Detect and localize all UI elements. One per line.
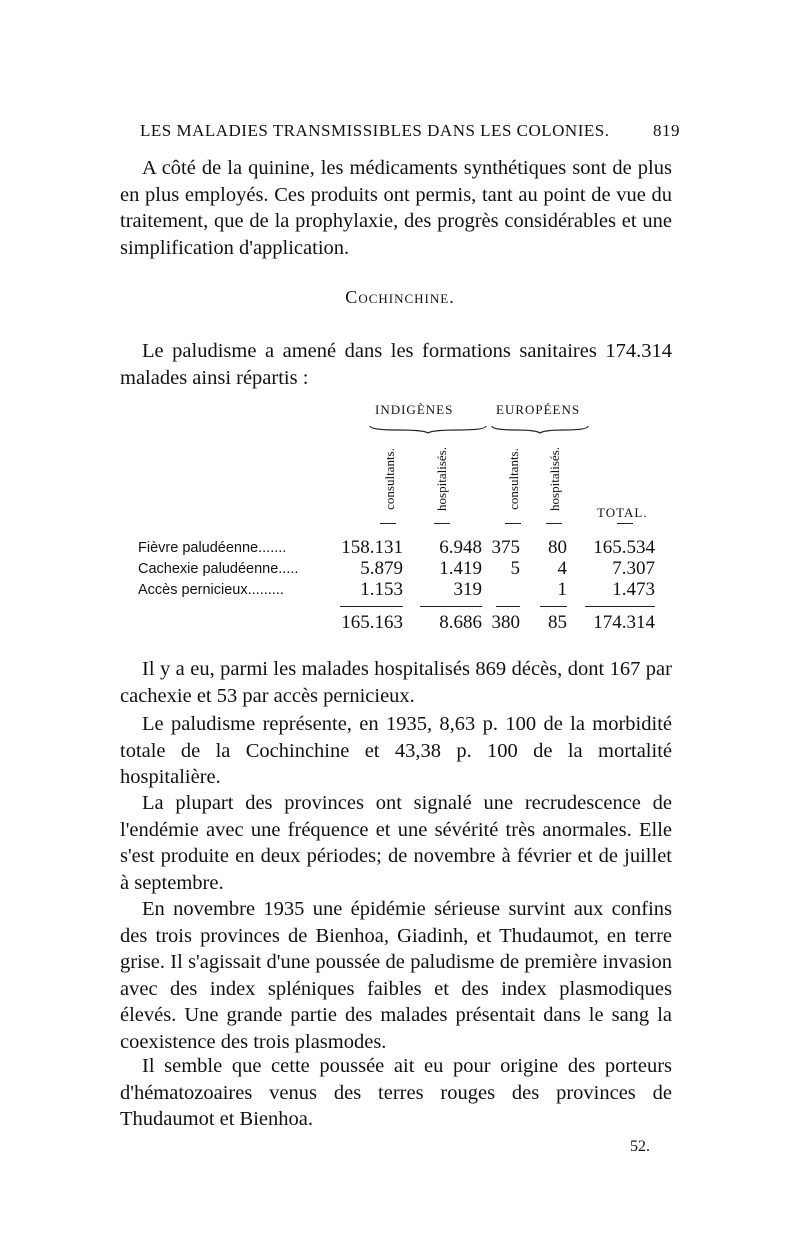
table-cell: 165.534 [593,537,655,558]
paragraph-epidemic: En novembre 1935 une épidémie sérieuse survint aux confins des trois provinces de Bienhoa, Giadinh, et Thudaumot, en terre grise. Il s'agissait d'une poussée de paludisme de première invasion avec des index spléniques faibles et des index plasmodiques élevés. Une grande partie des malades présentait dans le sang la coexistence des trois plasmodes. [120,898,672,1053]
table-cell: 1.419 [439,558,482,579]
paragraph-intro-table: Le paludisme a amené dans les formations sanitaires 174.314 malades ainsi répartis : [120,340,672,389]
section-title-rest: ochinchine. [358,287,455,307]
table-cell: 5 [510,558,520,579]
running-title: LES MALADIES TRANSMISSIBLES DANS LES COLONIES. [140,121,610,140]
section-title-initial: C [345,287,359,307]
total-cell: 174.314 [593,612,655,633]
row-label: Cachexie paludéenne..... [138,561,299,577]
total-rule [585,606,655,607]
column-header-consultants-indigenes: consultants. [382,448,397,510]
column-header-hospitalises-indigenes: hospitalisés. [434,447,449,511]
total-rule [496,606,520,607]
header-dash [546,523,562,524]
paragraph-deaths: Il y a eu, parmi les malades hospitalisés 869 décès, dont 167 par cachexie et 53 par accès pernicieux. [120,658,672,707]
running-header [140,121,680,141]
column-header-consultants-europeens: consultants. [506,448,521,510]
table-cell: 1 [557,579,567,600]
total-cell: 85 [548,612,567,633]
total-rule [540,606,567,607]
group-header-indigenes: INDIGÈNES [375,402,454,417]
table-cell: 7.307 [612,558,655,579]
folio: 52. [630,1138,650,1155]
total-cell: 8.686 [439,612,482,633]
column-header-hospitalises-europeens: hospitalisés. [547,447,562,511]
paragraph-morbidity: Le paludisme représente, en 1935, 8,63 p. 100 de la morbidité totale de la Cochinchine et 43,38 p. 100 de la mortalité hospitalière. [120,713,672,788]
table-cell: 4 [557,558,567,579]
row-label: Fièvre paludéenne....... [138,540,287,556]
table-cell: 80 [548,537,567,558]
paragraph-provinces: La plupart des provinces ont signalé une recrudescence de l'endémie avec une fréquence et une sévérité très anormales. Elle s'est produite en deux périodes; de novembre à février et de juillet à septembre. [120,792,672,894]
table-cell: 6.948 [439,537,482,558]
section-title [0,287,800,308]
total-cell: 380 [491,612,520,633]
total-cell: 165.163 [341,612,403,633]
page-number: 819 [653,121,680,140]
brace-europeens [490,424,590,434]
header-dash [505,523,521,524]
table-cell: 1.153 [360,579,403,600]
table-cell: 319 [453,579,482,600]
total-rule [340,606,403,607]
header-dash [434,523,450,524]
table-cell: 375 [491,537,520,558]
table-cell: 158.131 [341,537,403,558]
paragraph-origin: Il semble que cette poussée ait eu pour origine des porteurs d'hématozoaires venus des terres rouges des provinces de Thudaumot et Bienhoa. [120,1055,672,1130]
table-cell: 5.879 [360,558,403,579]
total-rule [420,606,482,607]
brace-indigenes [368,424,488,434]
row-label: Accès pernicieux......... [138,582,284,598]
header-dash [380,523,396,524]
column-header-total: TOTAL. [597,505,648,520]
paragraph-quinine: A côté de la quinine, les médicaments synthétiques sont de plus en plus employés. Ces produits ont permis, tant au point de vue du traitement, que de la prophylaxie, des progrès considérables et une simplification d'application. [120,157,672,259]
group-header-europeens: EUROPÉENS [496,402,581,417]
header-dash [617,523,633,524]
table-cell: 1.473 [612,579,655,600]
